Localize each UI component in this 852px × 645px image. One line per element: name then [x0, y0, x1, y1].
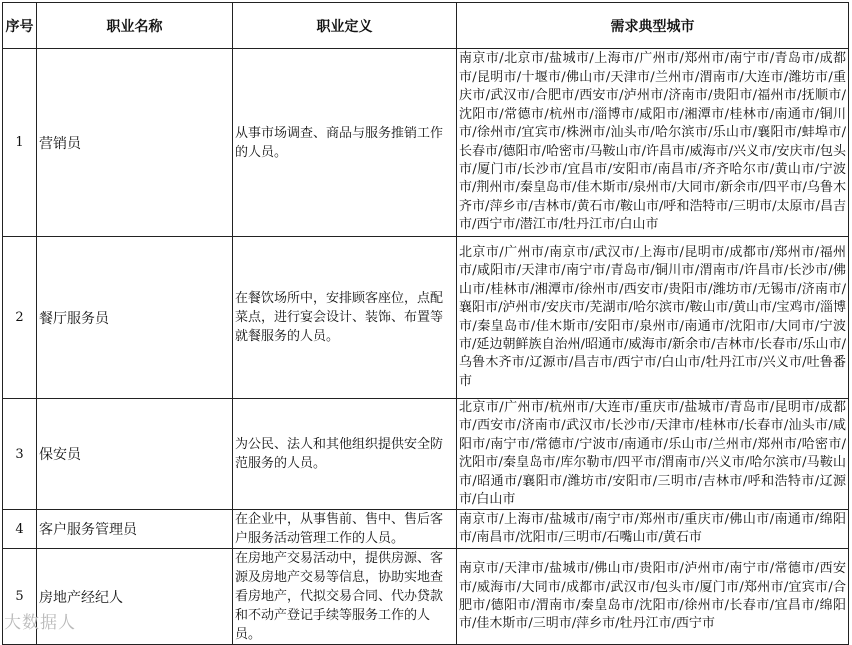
city-list: 北京市/广州市/南京市/武汉市/上海市/昆明市/成都市/郑州市/福州市/咸阳市/天津市/南宁市/青岛市/铜川市/渭南市/许昌市/长沙市/佛山市/桂林市/湘潭市/徐州市/西安市/贵阳市/潍坊市/无锡市/济南市/襄阳市/泸州市/安庆市/芜湖市/哈尔滨市/鞍山市/黄山市/宝鸡市/淄博市/秦皇岛市/佳木斯市/安阳市/泉州市/南通市/沈阳市/大同市/宁波市/延边朝鲜族自治州/昭通市/威海市/新余市/吉林市/长春市/乐山市/乌鲁木齐市/辽源市/昌吉市/西宁市/白山市/牡丹江市/兴义市/吐鲁番市 — [457, 237, 849, 399]
row-index: 4 — [3, 510, 37, 549]
row-index: 2 — [3, 237, 37, 399]
occupation-definition: 在企业中，从事售前、售中、售后客户服务活动管理工作的人员。 — [233, 510, 457, 549]
city-list: 南京市/北京市/盐城市/上海市/广州市/郑州市/南宁市/青岛市/成都市/昆明市/十堰市/佛山市/天津市/兰州市/渭南市/大连市/潍坊市/重庆市/武汉市/合肥市/西安市/泸州市/济南市/贵阳市/福州市/抚顺市/沈阳市/常德市/杭州市/淄博市/咸阳市/湘潭市/桂林市/南通市/铜川市/徐州市/宜宾市/株洲市/汕头市/哈尔滨市/乐山市/襄阳市/蚌埠市/长春市/德阳市/哈密市/马鞍山市/许昌市/威海市/兴义市/安庆市/包头市/厦门市/长沙市/宜昌市/安阳市/南昌市/齐齐哈尔市/黄山市/宁波市/荆州市/秦皇岛市/佳木斯市/泉州市/大同市/新余市/四平市/乌鲁木齐市/萍乡市/吉林市/黄石市/鞍山市/呼和浩特市/三明市/太原市/昌吉市/西宁市/潜江市/牡丹江市/白山市 — [457, 49, 849, 237]
row-index: 5 — [3, 549, 37, 645]
header-occupation-definition: 职业定义 — [233, 3, 457, 49]
occupation-definition: 在餐饮场所中，安排顾客座位，点配菜点，进行宴会设计、装饰、布置等就餐服务的人员。 — [233, 237, 457, 399]
header-index: 序号 — [3, 3, 37, 49]
occupation-definition: 从事市场调查、商品与服务推销工作的人员。 — [233, 49, 457, 237]
city-list: 南京市/上海市/盐城市/南宁市/郑州市/重庆市/佛山市/南通市/绵阳市/南昌市/沈阳市/三明市/石嘴山市/黄石市 — [457, 510, 849, 549]
row-index: 1 — [3, 49, 37, 237]
occupation-definition: 在房地产交易活动中，提供房源、客源及房地产交易等信息，协助实地查看房地产，代拟交易合同、代办贷款和不动产登记手续等服务工作的人员。 — [233, 549, 457, 645]
city-list: 南京市/天津市/盐城市/佛山市/贵阳市/泸州市/南宁市/常德市/西安市/威海市/大同市/成都市/武汉市/包头市/厦门市/郑州市/宜宾市/合肥市/德阳市/渭南市/秦皇岛市/沈阳市/徐州市/长春市/宜昌市/绵阳市/佳木斯市/三明市/萍乡市/牡丹江市/西宁市 — [457, 549, 849, 645]
occupation-definition: 为公民、法人和其他组织提供安全防范服务的人员。 — [233, 399, 457, 510]
occupation-name: 房地产经纪人 — [37, 549, 233, 645]
occupation-name: 营销员 — [37, 49, 233, 237]
table-row — [3, 510, 849, 549]
row-index: 3 — [3, 399, 37, 510]
header-occupation-name: 职业名称 — [37, 3, 233, 49]
occupation-name: 客户服务管理员 — [37, 510, 233, 549]
occupation-demand-table — [2, 2, 849, 645]
table-row — [3, 49, 849, 237]
header-typical-cities: 需求典型城市 — [457, 3, 849, 49]
watermark-logo: 大数据人 — [4, 613, 76, 633]
table-row — [3, 237, 849, 399]
city-list: 北京市/广州市/杭州市/大连市/重庆市/盐城市/青岛市/昆明市/成都市/西安市/济南市/武汉市/长沙市/天津市/桂林市/长春市/汕头市/咸阳市/南宁市/常德市/宁波市/南通市/乐山市/兰州市/郑州市/哈密市/沈阳市/秦皇岛市/库尔勒市/四平市/渭南市/兴义市/哈尔滨市/马鞍山市/昭通市/襄阳市/潍坊市/安阳市/三明市/吉林市/呼和浩特市/辽源市/白山市 — [457, 399, 849, 510]
occupation-name: 餐厅服务员 — [37, 237, 233, 399]
table-row — [3, 549, 849, 645]
table-header-row — [3, 3, 849, 49]
occupation-name: 保安员 — [37, 399, 233, 510]
table-row — [3, 399, 849, 510]
